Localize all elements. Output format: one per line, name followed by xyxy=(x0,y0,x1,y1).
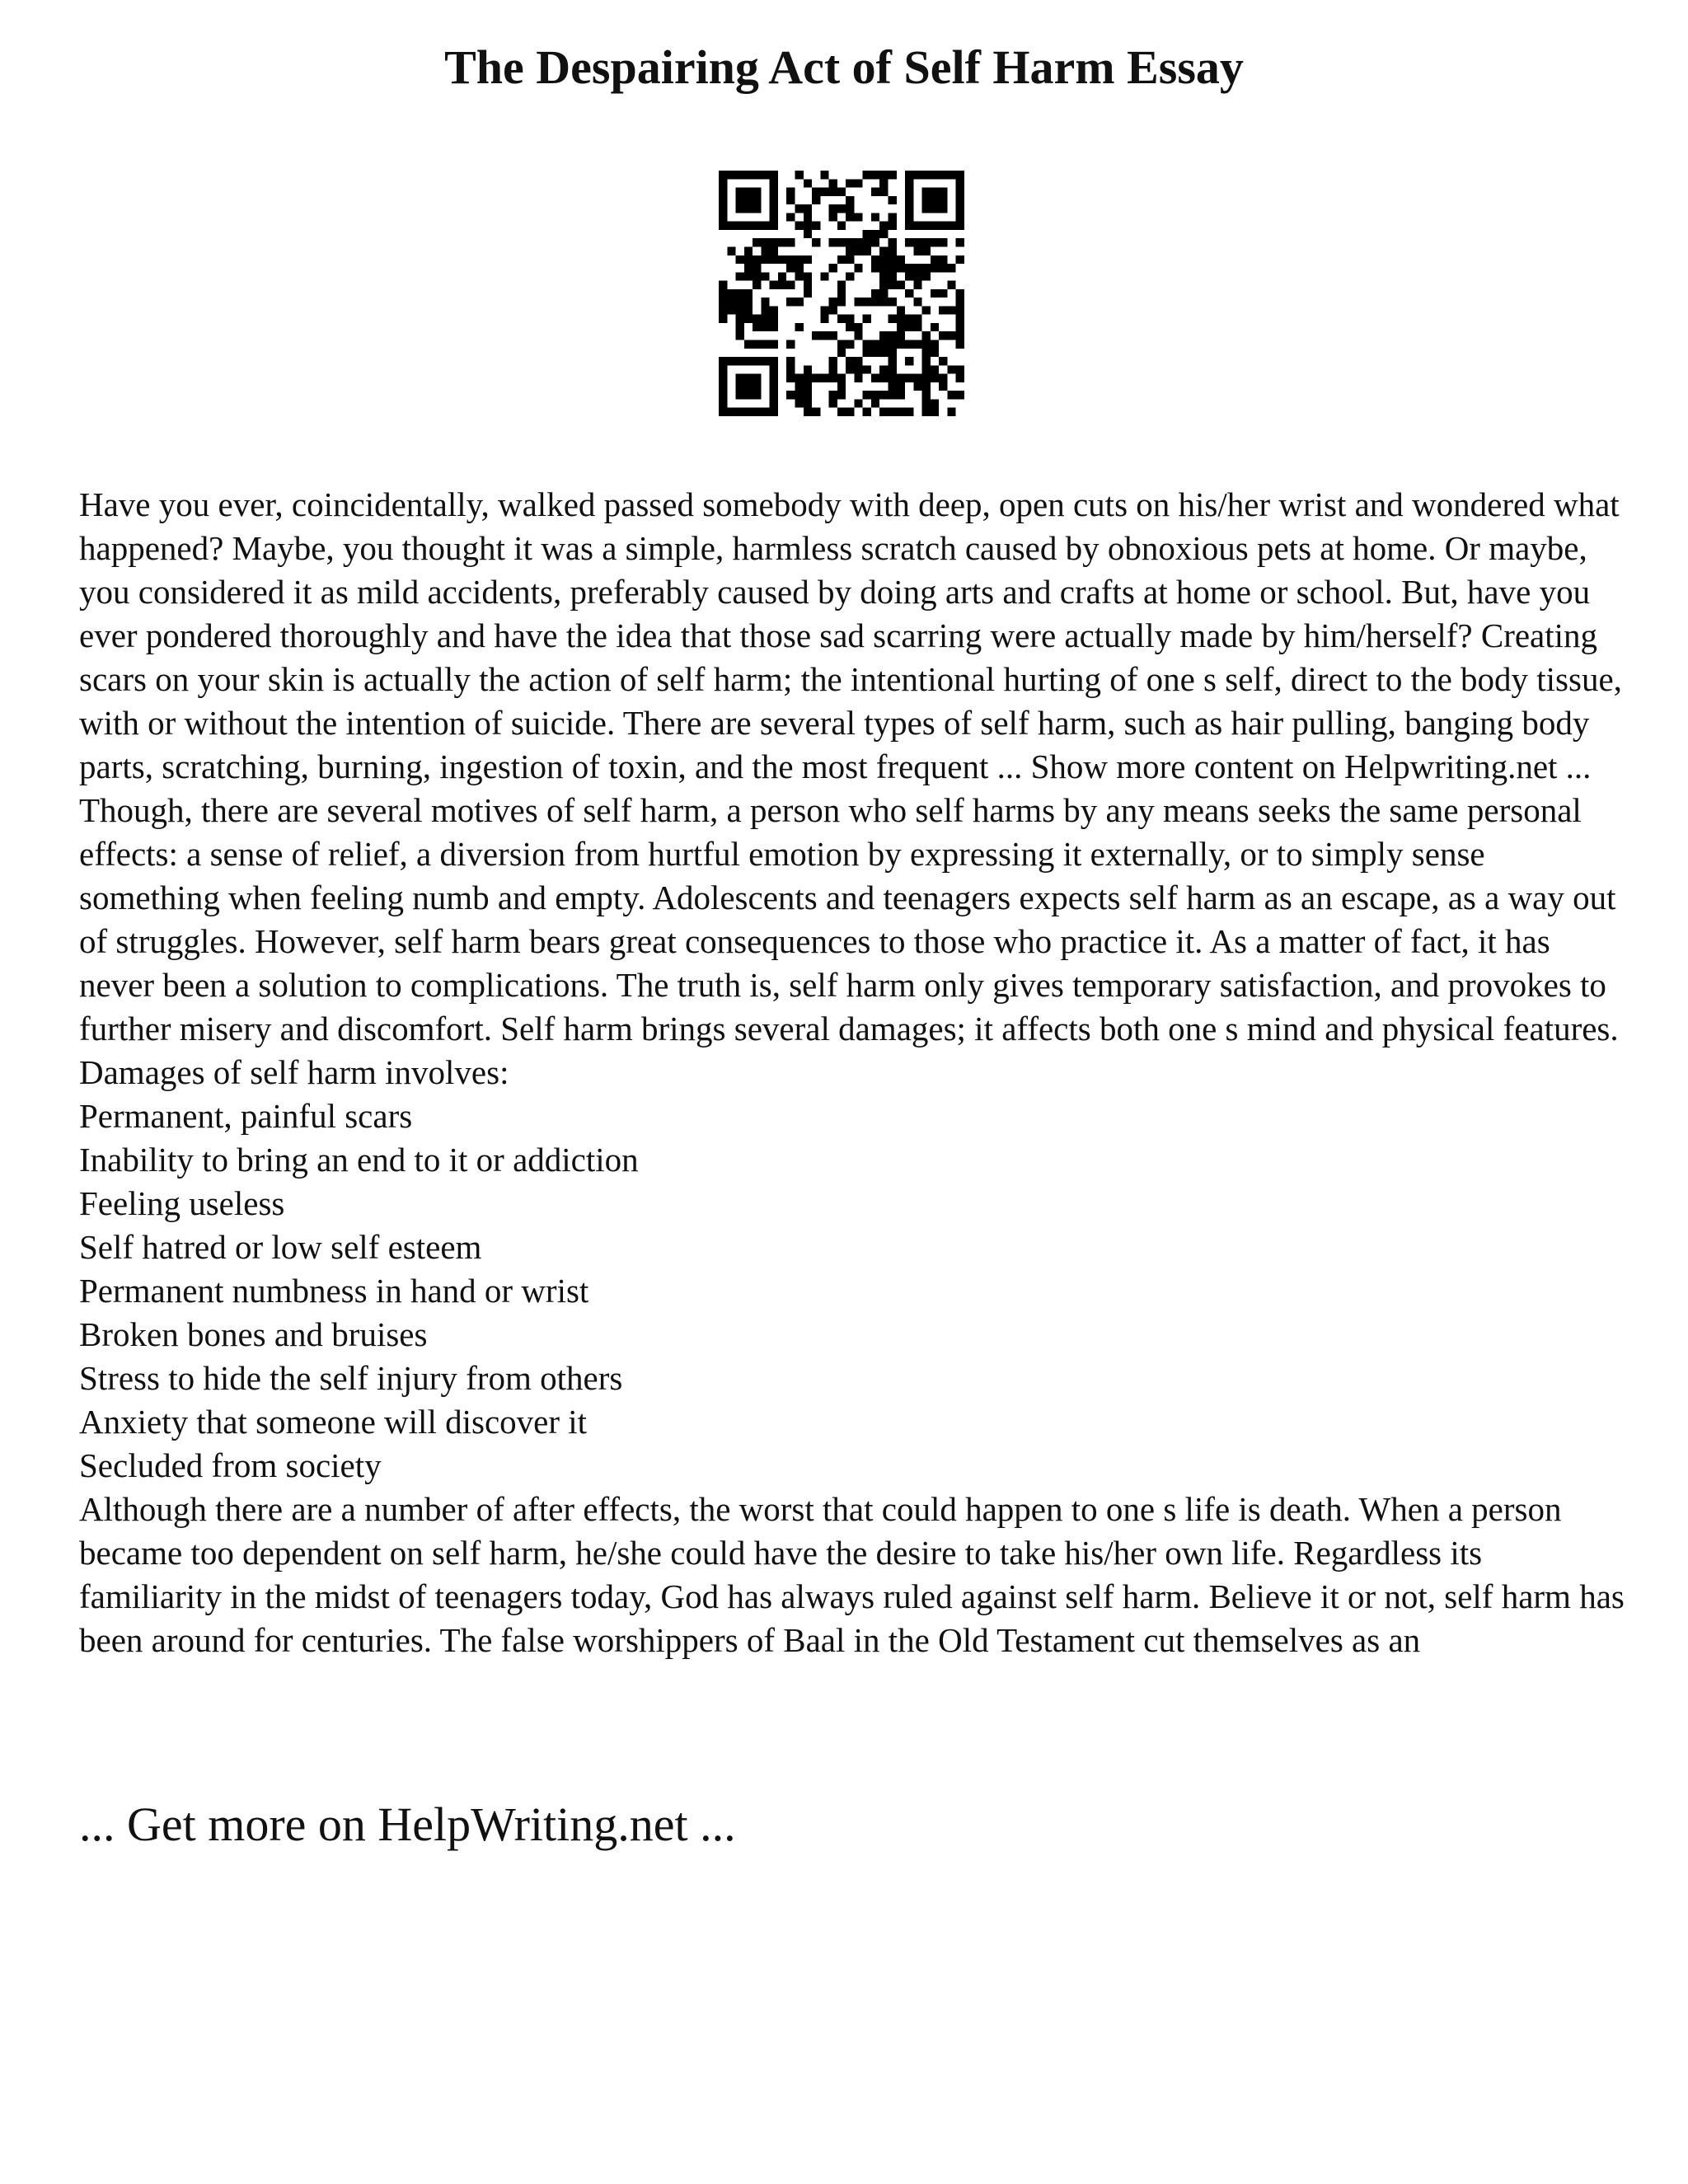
paragraph-2: Though, there are several motives of self harm, a person who self harms by any means seeks the same personal effects: a sense of relief, a diversion from hurtful emotion by expressing it externally, or to simply sense something when feeling numb and empty. Adolescents and teenagers expects self harm as an escape, as a way out of struggles. However, self harm bears great consequences to those who practice it. As a matter of fact, it has never been a solution to complications. The truth is, self harm only gives temporary satisfaction, and provokes to further misery and discomfort. Self harm brings several damages; it affects both one s mind and physical features. Damages of self harm involves: xyxy=(79,791,1619,1091)
damages-list xyxy=(79,1094,1629,1488)
essay-body xyxy=(79,483,1629,1662)
list-item: Anxiety that someone will discover it xyxy=(79,1403,588,1441)
list-item: Stress to hide the self injury from others xyxy=(79,1359,623,1397)
list-item: Feeling useless xyxy=(79,1184,285,1222)
list-item: Broken bones and bruises xyxy=(79,1315,428,1353)
list-item: Permanent, painful scars xyxy=(79,1097,413,1135)
list-item: Inability to bring an end to it or addiction xyxy=(79,1141,639,1179)
qr-code-icon xyxy=(719,171,964,416)
list-item: Permanent numbness in hand or wrist xyxy=(79,1272,589,1310)
document-title: The Despairing Act of Self Harm Essay xyxy=(444,40,1244,94)
paragraph-1: Have you ever, coincidentally, walked passed somebody with deep, open cuts on his/her wrist and wondered what happened? Maybe, you thought it was a simple, harmless scratch caused by obnoxious pets at home. Or maybe, you considered it as mild accidents, preferably caused by doing arts and crafts at home or school. But, have you ever pondered thoroughly and have the idea that those sad scarring were actually made by him/herself? Creating scars on your skin is actually the action of self harm; the intentional hurting of one s self, direct to the body tissue, with or without the intention of suicide. There are several types of self harm, such as hair pulling, banging body parts, scratching, burning, ingestion of toxin, and the most frequent ... Show more content on Helpwriting.net ... xyxy=(79,485,1622,785)
qr-code-graphic xyxy=(719,171,964,416)
list-item: Self hatred or low self esteem xyxy=(79,1228,482,1266)
paragraph-3: Although there are a number of after effects, the worst that could happen to one s life is death. When a person became too dependent on self harm, he/she could have the desire to take his/her own life. Regardless its familiarity in the midst of teenagers today, God has always ruled against self harm. Believe it or not, self harm has been around for centuries. The false worshippers of Baal in the Old Testament cut themselves as an xyxy=(79,1490,1625,1659)
get-more-link[interactable]: ... Get more on HelpWriting.net ... xyxy=(79,1797,736,1851)
list-item: Secluded from society xyxy=(79,1446,382,1484)
